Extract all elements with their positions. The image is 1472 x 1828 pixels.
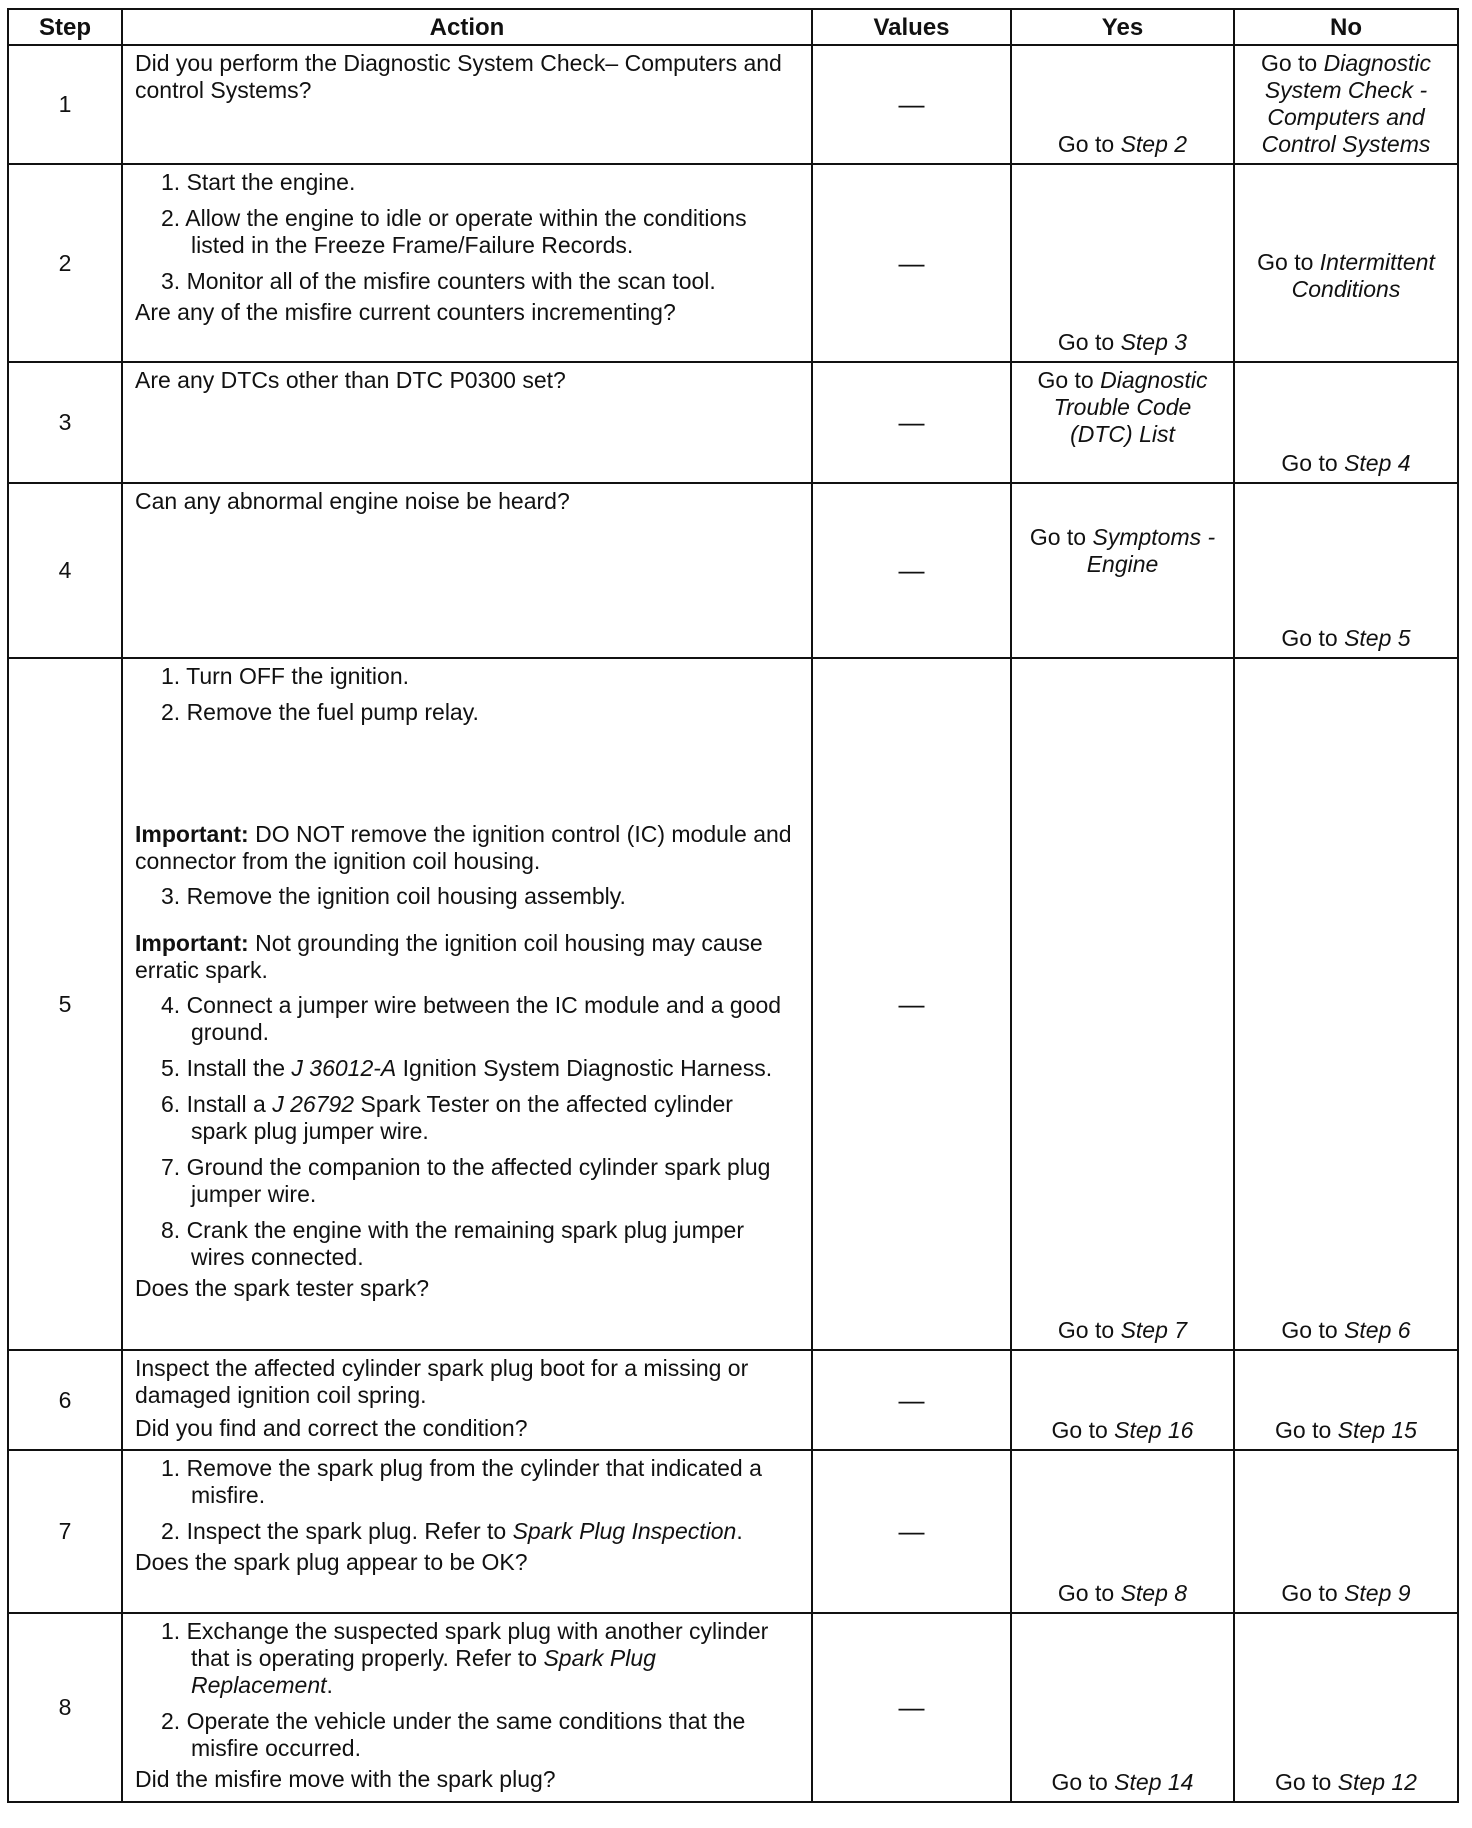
no-link[interactable]: Step 15 <box>1337 1417 1417 1443</box>
question: Did the misfire move with the spark plug? <box>135 1766 556 1792</box>
no-cell <box>1234 164 1458 362</box>
yes-link[interactable]: Symptoms - Engine <box>1086 524 1216 577</box>
values-cell: — <box>812 483 1011 658</box>
diagnostic-table-wrapper <box>7 8 1457 1803</box>
yes-prefix: Go to <box>1057 131 1121 157</box>
header-no: No <box>1234 9 1458 45</box>
diagnostic-table <box>7 8 1459 1803</box>
action-item: 3. Monitor all of the misfire counters with the scan tool. <box>161 268 716 294</box>
no-prefix: Go to <box>1281 625 1345 651</box>
values-cell: — <box>812 1613 1011 1802</box>
important-label: Important: <box>135 821 249 847</box>
no-cell <box>1234 483 1458 658</box>
question: Are any DTCs other than DTC P0300 set? <box>135 367 566 393</box>
yes-prefix: Go to <box>1037 367 1101 393</box>
action-cell <box>122 483 812 658</box>
step-number: 8 <box>8 1613 122 1802</box>
item-text: 5. Install the <box>161 1055 292 1081</box>
no-cell <box>1234 362 1458 483</box>
no-link[interactable]: Step 9 <box>1344 1580 1411 1606</box>
yes-link[interactable]: Step 16 <box>1114 1417 1194 1443</box>
no-link[interactable]: Step 6 <box>1344 1317 1411 1343</box>
table-row-step-1 <box>8 45 1458 164</box>
no-prefix: Go to <box>1275 1417 1338 1443</box>
no-cell <box>1234 1613 1458 1802</box>
reference-link[interactable]: Spark Plug Inspection <box>512 1518 737 1544</box>
important-text: Not grounding the ignition coil housing may cause erratic spark. <box>135 930 763 983</box>
no-prefix: Go to <box>1281 1317 1345 1343</box>
action-item: 2. Remove the fuel pump relay. <box>161 699 479 725</box>
action-item: 7. Ground the companion to the affected cylinder spark plug jumper wire. <box>161 1154 771 1207</box>
header-row <box>8 9 1458 45</box>
action-cell <box>122 658 812 1350</box>
header-action: Action <box>122 9 812 45</box>
step-number: 5 <box>8 658 122 1350</box>
table-row-step-4 <box>8 483 1458 658</box>
tool-number: J 36012-A <box>291 1055 397 1081</box>
action-item: 1. Start the engine. <box>161 169 356 195</box>
no-prefix: Go to <box>1281 1580 1345 1606</box>
no-cell <box>1234 658 1458 1350</box>
step-number: 2 <box>8 164 122 362</box>
no-link[interactable]: Step 4 <box>1344 450 1411 476</box>
values-cell: — <box>812 1450 1011 1613</box>
action-cell <box>122 45 812 164</box>
action-item: 4. Connect a jumper wire between the IC module and a good ground. <box>161 992 782 1045</box>
action-item <box>135 1618 795 1699</box>
item-text: 1. Exchange the suspected spark plug with another cylinder that is operating properly. Refer to <box>161 1618 769 1671</box>
yes-link[interactable]: Step 8 <box>1120 1580 1188 1606</box>
no-link[interactable]: Step 12 <box>1337 1769 1417 1795</box>
yes-link[interactable]: Diagnostic Trouble Code (DTC) List <box>1053 367 1208 447</box>
yes-prefix: Go to <box>1051 1417 1115 1443</box>
yes-prefix: Go to <box>1057 1580 1121 1606</box>
yes-prefix: Go to <box>1057 329 1121 355</box>
action-cell <box>122 164 812 362</box>
yes-cell <box>1011 658 1234 1350</box>
question: Does the spark plug appear to be OK? <box>135 1549 528 1575</box>
yes-cell <box>1011 1613 1234 1802</box>
step-number: 7 <box>8 1450 122 1613</box>
item-text: Spark Tester on the affected cylinder spark plug jumper wire. <box>191 1091 733 1144</box>
action-item <box>135 1091 795 1145</box>
tool-number: J 26792 <box>272 1091 355 1117</box>
values-cell: — <box>812 1350 1011 1450</box>
table-row-step-2 <box>8 164 1458 362</box>
yes-cell <box>1011 483 1234 658</box>
action-cell <box>122 1613 812 1802</box>
no-prefix: Go to <box>1275 1769 1338 1795</box>
action-item <box>135 1055 795 1082</box>
action-item: 2. Operate the vehicle under the same conditions that the misfire occurred. <box>161 1708 746 1761</box>
header-values: Values <box>812 9 1011 45</box>
yes-cell <box>1011 164 1234 362</box>
item-text: Ignition System Diagnostic Harness. <box>396 1055 773 1081</box>
question: Can any abnormal engine noise be heard? <box>135 488 570 514</box>
item-text: 2. Inspect the spark plug. Refer to <box>161 1518 513 1544</box>
action-cell <box>122 1350 812 1450</box>
action-item <box>135 1518 795 1545</box>
item-text: . <box>326 1672 333 1698</box>
question: Did you find and correct the condition? <box>135 1415 528 1441</box>
yes-link[interactable]: Step 7 <box>1120 1317 1188 1343</box>
yes-link[interactable]: Step 3 <box>1120 329 1188 355</box>
yes-link[interactable]: Step 14 <box>1114 1769 1194 1795</box>
no-cell <box>1234 45 1458 164</box>
question: Are any of the misfire current counters incrementing? <box>135 299 676 325</box>
no-link[interactable]: Diagnostic System Check - Computers and Control Systems <box>1261 50 1432 157</box>
question: Does the spark tester spark? <box>135 1275 430 1301</box>
no-link[interactable]: Step 5 <box>1344 625 1411 651</box>
values-cell: — <box>812 362 1011 483</box>
step-number: 1 <box>8 45 122 164</box>
yes-link[interactable]: Step 2 <box>1120 131 1188 157</box>
action-cell <box>122 1450 812 1613</box>
important-note <box>135 930 795 984</box>
table-row-step-7 <box>8 1450 1458 1613</box>
action-text: Inspect the affected cylinder spark plug boot for a missing or damaged ignition coil spring. <box>135 1355 749 1408</box>
step-number: 4 <box>8 483 122 658</box>
table-row-step-8 <box>8 1613 1458 1802</box>
yes-cell <box>1011 1350 1234 1450</box>
action-item: 1. Turn OFF the ignition. <box>161 663 410 689</box>
no-prefix: Go to <box>1260 50 1324 76</box>
item-text: 6. Install a <box>161 1091 273 1117</box>
no-cell <box>1234 1350 1458 1450</box>
yes-cell <box>1011 45 1234 164</box>
table-row-step-5 <box>8 658 1458 1350</box>
yes-cell <box>1011 362 1234 483</box>
question: Did you perform the Diagnostic System Check– Computers and control Systems? <box>135 50 782 103</box>
no-cell <box>1234 1450 1458 1613</box>
important-note <box>135 821 795 875</box>
action-cell <box>122 362 812 483</box>
header-step: Step <box>8 9 122 45</box>
action-item: 8. Crank the engine with the remaining spark plug jumper wires connected. <box>161 1217 744 1270</box>
values-cell: — <box>812 164 1011 362</box>
no-prefix: Go to <box>1281 450 1345 476</box>
no-link[interactable]: Intermittent Conditions <box>1291 248 1435 302</box>
values-cell: — <box>812 45 1011 164</box>
reference-link[interactable]: Spark Plug Replacement <box>191 1645 656 1698</box>
values-cell: — <box>812 658 1011 1350</box>
yes-prefix: Go to <box>1051 1769 1115 1795</box>
table-row-step-6 <box>8 1350 1458 1450</box>
important-label: Important: <box>135 930 249 956</box>
yes-cell <box>1011 1450 1234 1613</box>
no-prefix: Go to <box>1257 248 1320 275</box>
yes-prefix: Go to <box>1057 1317 1121 1343</box>
step-number: 3 <box>8 362 122 483</box>
action-item: 1. Remove the spark plug from the cylinder that indicated a misfire. <box>161 1455 762 1508</box>
action-item: 3. Remove the ignition coil housing assembly. <box>161 883 626 909</box>
action-item: 2. Allow the engine to idle or operate within the conditions listed in the Freeze Frame/Failure Records. <box>161 205 747 258</box>
item-text: . <box>736 1518 743 1544</box>
yes-prefix: Go to <box>1029 524 1093 550</box>
important-text: DO NOT remove the ignition control (IC) module and connector from the ignition coil housing. <box>135 821 792 874</box>
header-yes: Yes <box>1011 9 1234 45</box>
table-row-step-3 <box>8 362 1458 483</box>
step-number: 6 <box>8 1350 122 1450</box>
